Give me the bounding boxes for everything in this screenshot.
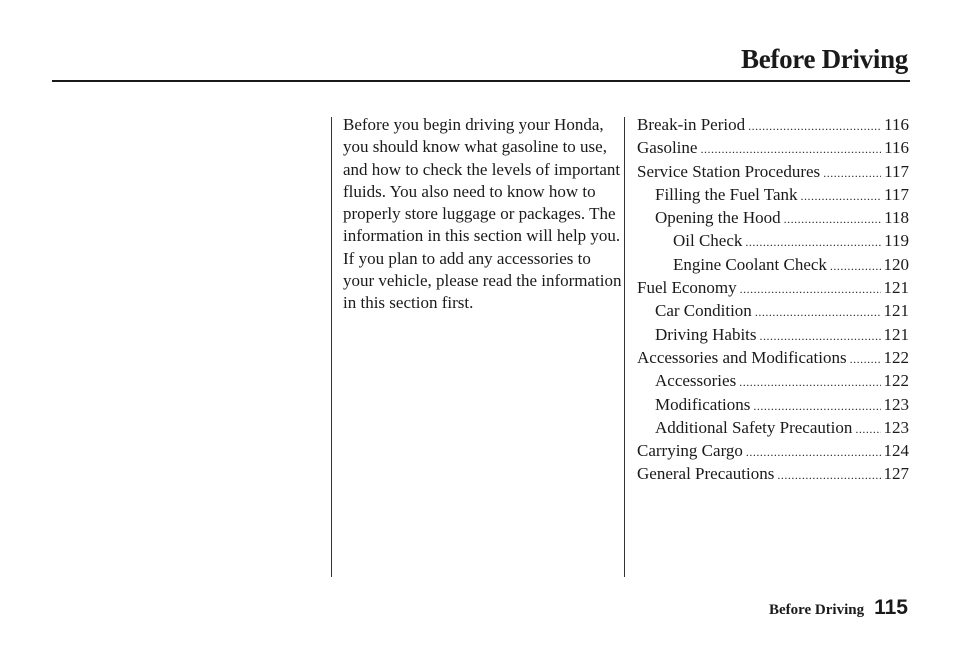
table-of-contents (637, 114, 909, 487)
toc-entry-label: Gasoline (637, 138, 698, 158)
toc-leader-dots (746, 441, 881, 463)
toc-entry-page: 117 (884, 161, 909, 181)
toc-leader-dots (801, 185, 882, 207)
toc-entry-general-precautions[interactable] (637, 463, 909, 486)
toc-leader-dots (855, 418, 880, 440)
column-divider-left (331, 117, 332, 577)
toc-leader-dots (740, 278, 881, 300)
toc-entry-label: General Precautions (637, 464, 775, 484)
toc-entry-fuel-economy[interactable] (637, 277, 909, 300)
toc-entry-gasoline[interactable] (637, 137, 909, 160)
toc-entry-engine-coolant-check[interactable] (637, 254, 909, 277)
toc-leader-dots (830, 255, 881, 277)
toc-entry-label: Car Condition (655, 301, 752, 321)
toc-entry-opening-hood[interactable] (637, 207, 909, 230)
toc-leader-dots (760, 325, 881, 347)
toc-entry-page: 123 (883, 394, 909, 414)
toc-entry-page: 122 (883, 371, 909, 391)
toc-leader-dots (850, 348, 881, 370)
toc-leader-dots (784, 208, 882, 230)
toc-entry-label: Accessories and Modifications (637, 347, 847, 367)
toc-entry-break-in-period[interactable] (637, 114, 909, 137)
toc-entry-page: 121 (883, 301, 909, 321)
toc-entry-label: Additional Safety Precaution (655, 417, 853, 437)
toc-leader-dots (745, 231, 881, 253)
toc-leader-dots (739, 371, 880, 393)
toc-entry-page: 122 (883, 347, 909, 367)
toc-leader-dots (777, 464, 880, 486)
toc-entry-label: Oil Check (673, 231, 743, 251)
toc-entry-page: 116 (884, 115, 909, 134)
toc-entry-label: Fuel Economy (637, 278, 737, 298)
toc-entry-label: Carrying Cargo (637, 441, 743, 461)
page-number: 115 (874, 596, 908, 619)
toc-entry-page: 120 (883, 254, 909, 274)
toc-entry-label: Service Station Procedures (637, 161, 821, 181)
toc-entry-page: 116 (884, 138, 909, 158)
toc-entry-additional-safety-precaution[interactable] (637, 417, 909, 440)
footer-section-title: Before Driving (768, 602, 865, 618)
toc-entry-label: Filling the Fuel Tank (655, 184, 798, 204)
toc-entry-label: Opening the Hood (655, 208, 781, 228)
toc-entry-modifications[interactable] (637, 394, 909, 417)
toc-entry-carrying-cargo[interactable] (637, 440, 909, 463)
toc-entry-page: 121 (883, 324, 909, 344)
toc-entry-accessories[interactable] (637, 370, 909, 393)
toc-entry-service-station-procedures[interactable] (637, 161, 909, 184)
toc-entry-page: 117 (884, 184, 909, 204)
toc-leader-dots (753, 395, 880, 417)
header-divider (52, 80, 910, 82)
toc-entry-label: Accessories (655, 371, 737, 391)
toc-entry-label: Driving Habits (655, 324, 757, 344)
toc-entry-page: 118 (884, 208, 909, 228)
toc-entry-car-condition[interactable] (637, 300, 909, 323)
toc-entry-label: Break-in Period (637, 115, 746, 134)
toc-leader-dots (823, 162, 881, 184)
toc-leader-dots (700, 138, 881, 160)
toc-entry-accessories-and-modifications[interactable] (637, 347, 909, 370)
toc-entry-page: 124 (883, 441, 909, 461)
toc-entry-label: Modifications (655, 394, 751, 414)
toc-leader-dots (755, 301, 881, 323)
toc-entry-page: 121 (883, 278, 909, 298)
toc-entry-page: 119 (884, 231, 909, 251)
toc-entry-filling-fuel-tank[interactable] (637, 184, 909, 207)
column-divider-middle (624, 117, 625, 577)
toc-entry-page: 123 (883, 417, 909, 437)
intro-paragraph: Before you begin driving your Honda, you should know what gasoline to use, and how to check the levels of important fluids. You also need to know how to properly store luggage or packages. The information in this section will help you. If you plan to add any accessories to your vehicle, please read the information in this section first. (343, 115, 622, 313)
toc-entry-page: 127 (883, 464, 909, 484)
page-footer (769, 596, 908, 620)
toc-entry-driving-habits[interactable] (637, 324, 909, 347)
toc-entry-oil-check[interactable] (637, 230, 909, 253)
toc-entry-label: Engine Coolant Check (673, 254, 827, 274)
page-title: Before Driving (740, 44, 908, 74)
toc-leader-dots (748, 115, 881, 137)
